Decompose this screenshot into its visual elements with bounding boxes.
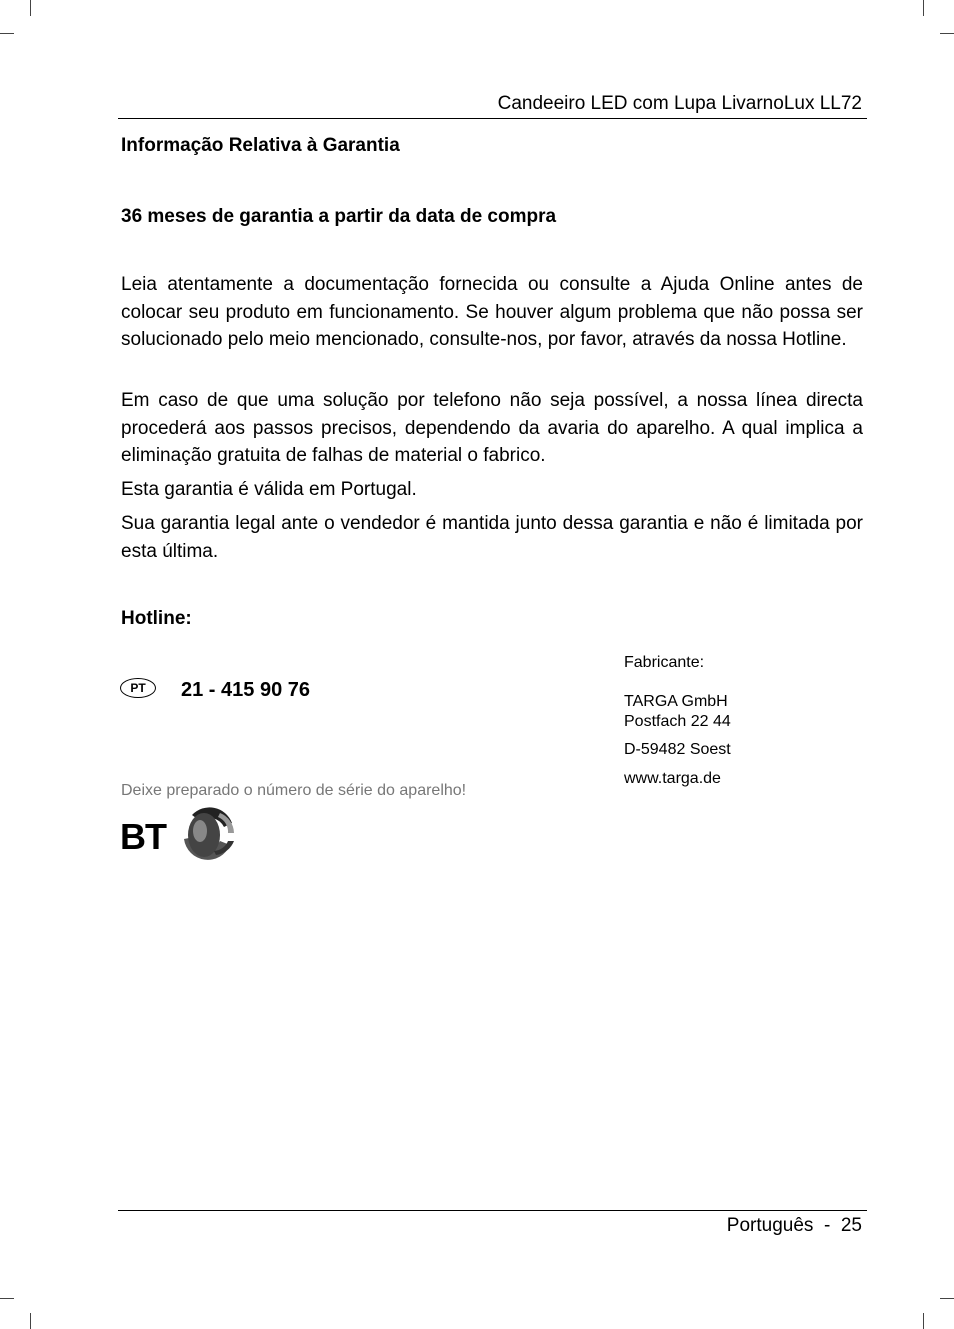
- page-number: 25: [840, 1215, 862, 1236]
- hotline-phone: 21 - 415 90 76: [181, 679, 310, 701]
- manufacturer-company: TARGA GmbH: [624, 693, 728, 710]
- footer-language: Português: [726, 1215, 814, 1236]
- crop-mark: [940, 33, 954, 34]
- hotline-label: Hotline:: [121, 608, 192, 629]
- paragraph: Em caso de que uma solução por telefono não seja possível, a nossa línea directa procederá aos passos precisos, dependendo da avaria do aparelho. A qual implica a eliminação gratuita de falhas de material o fabrico.: [121, 390, 863, 466]
- crop-mark: [923, 1313, 924, 1329]
- header-rule: [118, 118, 867, 119]
- crop-mark: [0, 1298, 14, 1299]
- manufacturer-label: Fabricante:: [624, 654, 705, 671]
- section-heading: Informação Relativa à Garantia: [121, 135, 400, 156]
- manufacturer-website[interactable]: www.targa.de: [624, 770, 721, 787]
- crop-mark: [923, 0, 924, 16]
- paragraph: Sua garantia legal ante o vendedor é mantida junto dessa garantia e não é limitada por esta última.: [121, 513, 863, 562]
- footer-rule: [118, 1210, 867, 1211]
- page-footer: [727, 1215, 862, 1237]
- crop-mark: [30, 1313, 31, 1329]
- footer-separator: -: [823, 1215, 831, 1236]
- country-code-badge: PT: [120, 678, 156, 698]
- bt-logo-text: BT: [120, 816, 166, 857]
- serial-number-note: Deixe preparado o número de série do aparelho!: [121, 782, 467, 799]
- crop-mark: [30, 0, 31, 16]
- crop-mark: [940, 1298, 954, 1299]
- paragraph: Leia atentamente a documentação fornecida ou consulte a Ajuda Online antes de colocar seu produto em funcionamento. Se houver algum problema que não possa ser solucionado pelo meio mencionado, consulte-nos, por favor, através da nossa Hotline.: [121, 274, 863, 350]
- crop-mark: [0, 33, 14, 34]
- header-title: Candeeiro LED com Lupa LivarnoLux LL72: [497, 93, 862, 114]
- manufacturer-city: D-59482 Soest: [624, 741, 731, 758]
- warranty-subheading: 36 meses de garantia a partir da data de compra: [121, 206, 557, 227]
- bt-logo: [120, 805, 240, 865]
- paragraph: Esta garantia é válida em Portugal.: [121, 479, 417, 500]
- manufacturer-postbox: Postfach 22 44: [624, 713, 731, 730]
